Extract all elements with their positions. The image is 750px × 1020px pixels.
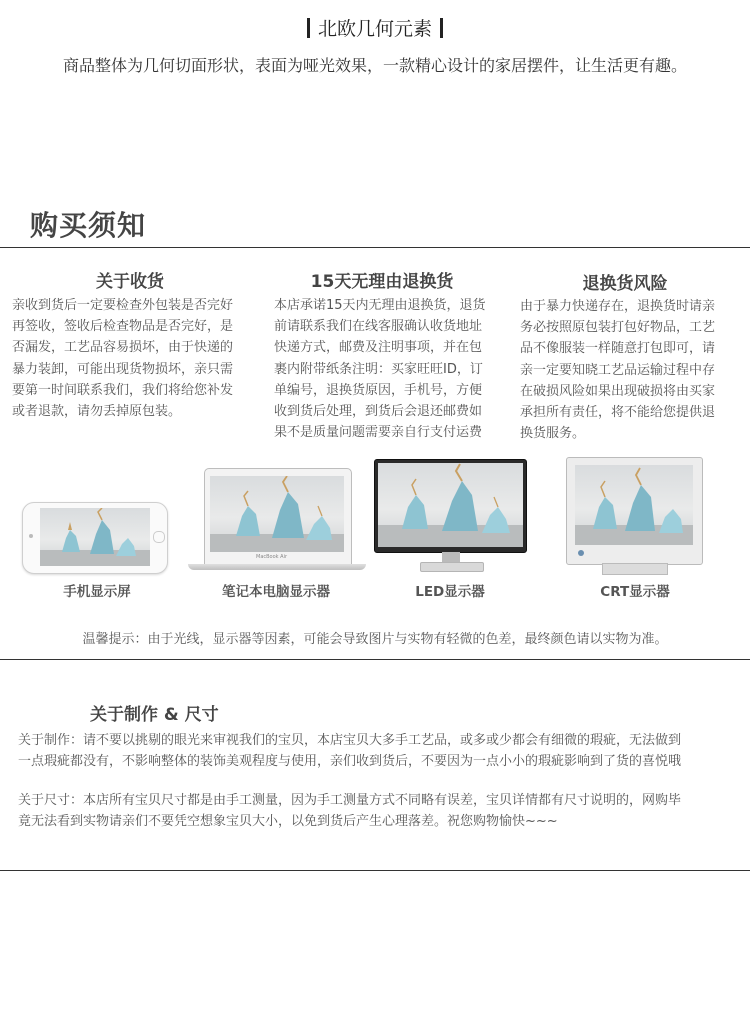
phone-label: 手机显示屏 <box>63 584 131 600</box>
phone-speaker <box>29 534 33 538</box>
return-policy-heading: 15天无理由退换货 <box>310 272 454 292</box>
product-description: 商品整体为几何切面形状，表面为哑光效果，一款精心设计的家居摆件，让生活更有趣。 <box>62 56 687 75</box>
deer-image <box>378 463 523 547</box>
crt-screen <box>575 465 693 545</box>
making-text <box>18 730 738 772</box>
text-line: 换货服务。 <box>520 426 586 442</box>
text-line: 否漏发，工艺品容易损坏，由于快递的 <box>12 340 234 356</box>
phone-screen <box>40 508 150 566</box>
size-text <box>18 790 738 832</box>
purchase-notes-title: 购买须知 <box>30 209 147 242</box>
text-line: 在破损风险如果出现破损将由买家 <box>520 383 716 399</box>
divider-bottom <box>0 870 750 871</box>
color-tip: 温馨提示：由于光线，显示器等因素，可能会导致图片与实物有轻微的色差，最终颜色请以实物为准。 <box>82 632 668 647</box>
deer-image <box>210 476 344 552</box>
text-line: 快递方式，邮费及注明事项，并在包 <box>274 340 483 356</box>
laptop-base <box>188 564 366 570</box>
deer-image <box>40 508 150 566</box>
text-line: 或者退款，请勿丢掉原包装。 <box>12 404 182 420</box>
led-screen <box>378 463 523 547</box>
led-monitor-icon <box>374 459 527 573</box>
text-line: 承担所有责任，将不能给您提供退 <box>520 405 716 421</box>
laptop-label: 笔记本电脑显示器 <box>222 584 330 600</box>
led-neck <box>442 552 460 562</box>
text-line: 暴力装卸，可能出现货物损坏，亲只需 <box>12 361 234 377</box>
laptop-brand: MacBook Air <box>256 554 288 560</box>
phone-home-button <box>153 531 165 543</box>
text-line: 裹内附带纸条注明：买家旺旺ID，订 <box>274 361 483 377</box>
text-line: 亲一定要知晓工艺品运输过程中存 <box>520 362 716 378</box>
crt-stand <box>602 563 668 575</box>
text-line: 关于制作：请不要以挑剔的眼光来审视我们的宝贝，本店宝贝大多手工艺品，或多或少都会有细微的瑕疵，无法做到 <box>18 733 682 748</box>
title-bar-right <box>440 18 443 38</box>
text-line: 要第一时间联系我们，我们将给您补发 <box>12 382 234 398</box>
text-line: 本店承诺15天内无理由退换货，退货 <box>274 298 486 313</box>
text-line: 收到货后处理，到货后会退还邮费如 <box>274 404 483 420</box>
text-line: 关于尺寸：本店所有宝贝尺寸都是由手工测量，因为手工测量方式不同略有误差，宝贝详情都有尺寸说明的，网购毕 <box>18 793 682 808</box>
craft-size-heading: 关于制作 & 尺寸 <box>90 705 219 725</box>
divider-top <box>0 247 750 248</box>
receipt-heading: 关于收货 <box>96 272 164 292</box>
product-title-text: 北欧几何元素 <box>317 18 432 40</box>
divider-middle <box>0 659 750 660</box>
phone-icon <box>22 502 168 574</box>
text-line: 务必按照原包装打包好物品，工艺 <box>520 320 716 336</box>
product-title <box>0 14 750 41</box>
text-line: 一点瑕疵都没有，不影响整体的装饰美观程度与使用，亲们收到货后，不要因为一点小小的瑕疵影响到了货的喜悦哦 <box>18 754 682 769</box>
crt-logo <box>578 550 584 556</box>
laptop-icon <box>188 468 366 576</box>
text-line: 果不是质量问题需要亲自行支付运费 <box>274 425 483 441</box>
return-risk-heading: 退换货风险 <box>582 274 668 294</box>
led-label: LED显示器 <box>415 584 485 600</box>
title-bar-left <box>307 18 310 38</box>
laptop-screen <box>210 476 344 552</box>
text-line: 单编号，退换货原因，手机号，方便 <box>274 382 483 398</box>
deer-image <box>575 465 693 545</box>
text-line: 品不像服装一样随意打包即可，请 <box>520 341 716 357</box>
crt-label: CRT显示器 <box>600 584 670 600</box>
return-risk-text <box>520 296 745 444</box>
receipt-text <box>12 295 257 422</box>
return-policy-text <box>274 295 509 443</box>
text-line: 竟无法看到实物请亲们不要凭空想象宝贝大小，以免到货后产生心理落差。祝您购物愉快~~~ <box>18 814 558 829</box>
text-line: 由于暴力快递存在，退换货时请亲 <box>520 299 716 314</box>
text-line: 再签收，签收后检查物品是否完好，是 <box>12 319 234 335</box>
crt-monitor-icon <box>566 457 703 575</box>
text-line: 前请联系我们在线客服确认收货地址 <box>274 319 483 335</box>
led-stand <box>420 562 484 572</box>
text-line: 亲收到货后一定要检查外包装是否完好 <box>12 298 234 313</box>
